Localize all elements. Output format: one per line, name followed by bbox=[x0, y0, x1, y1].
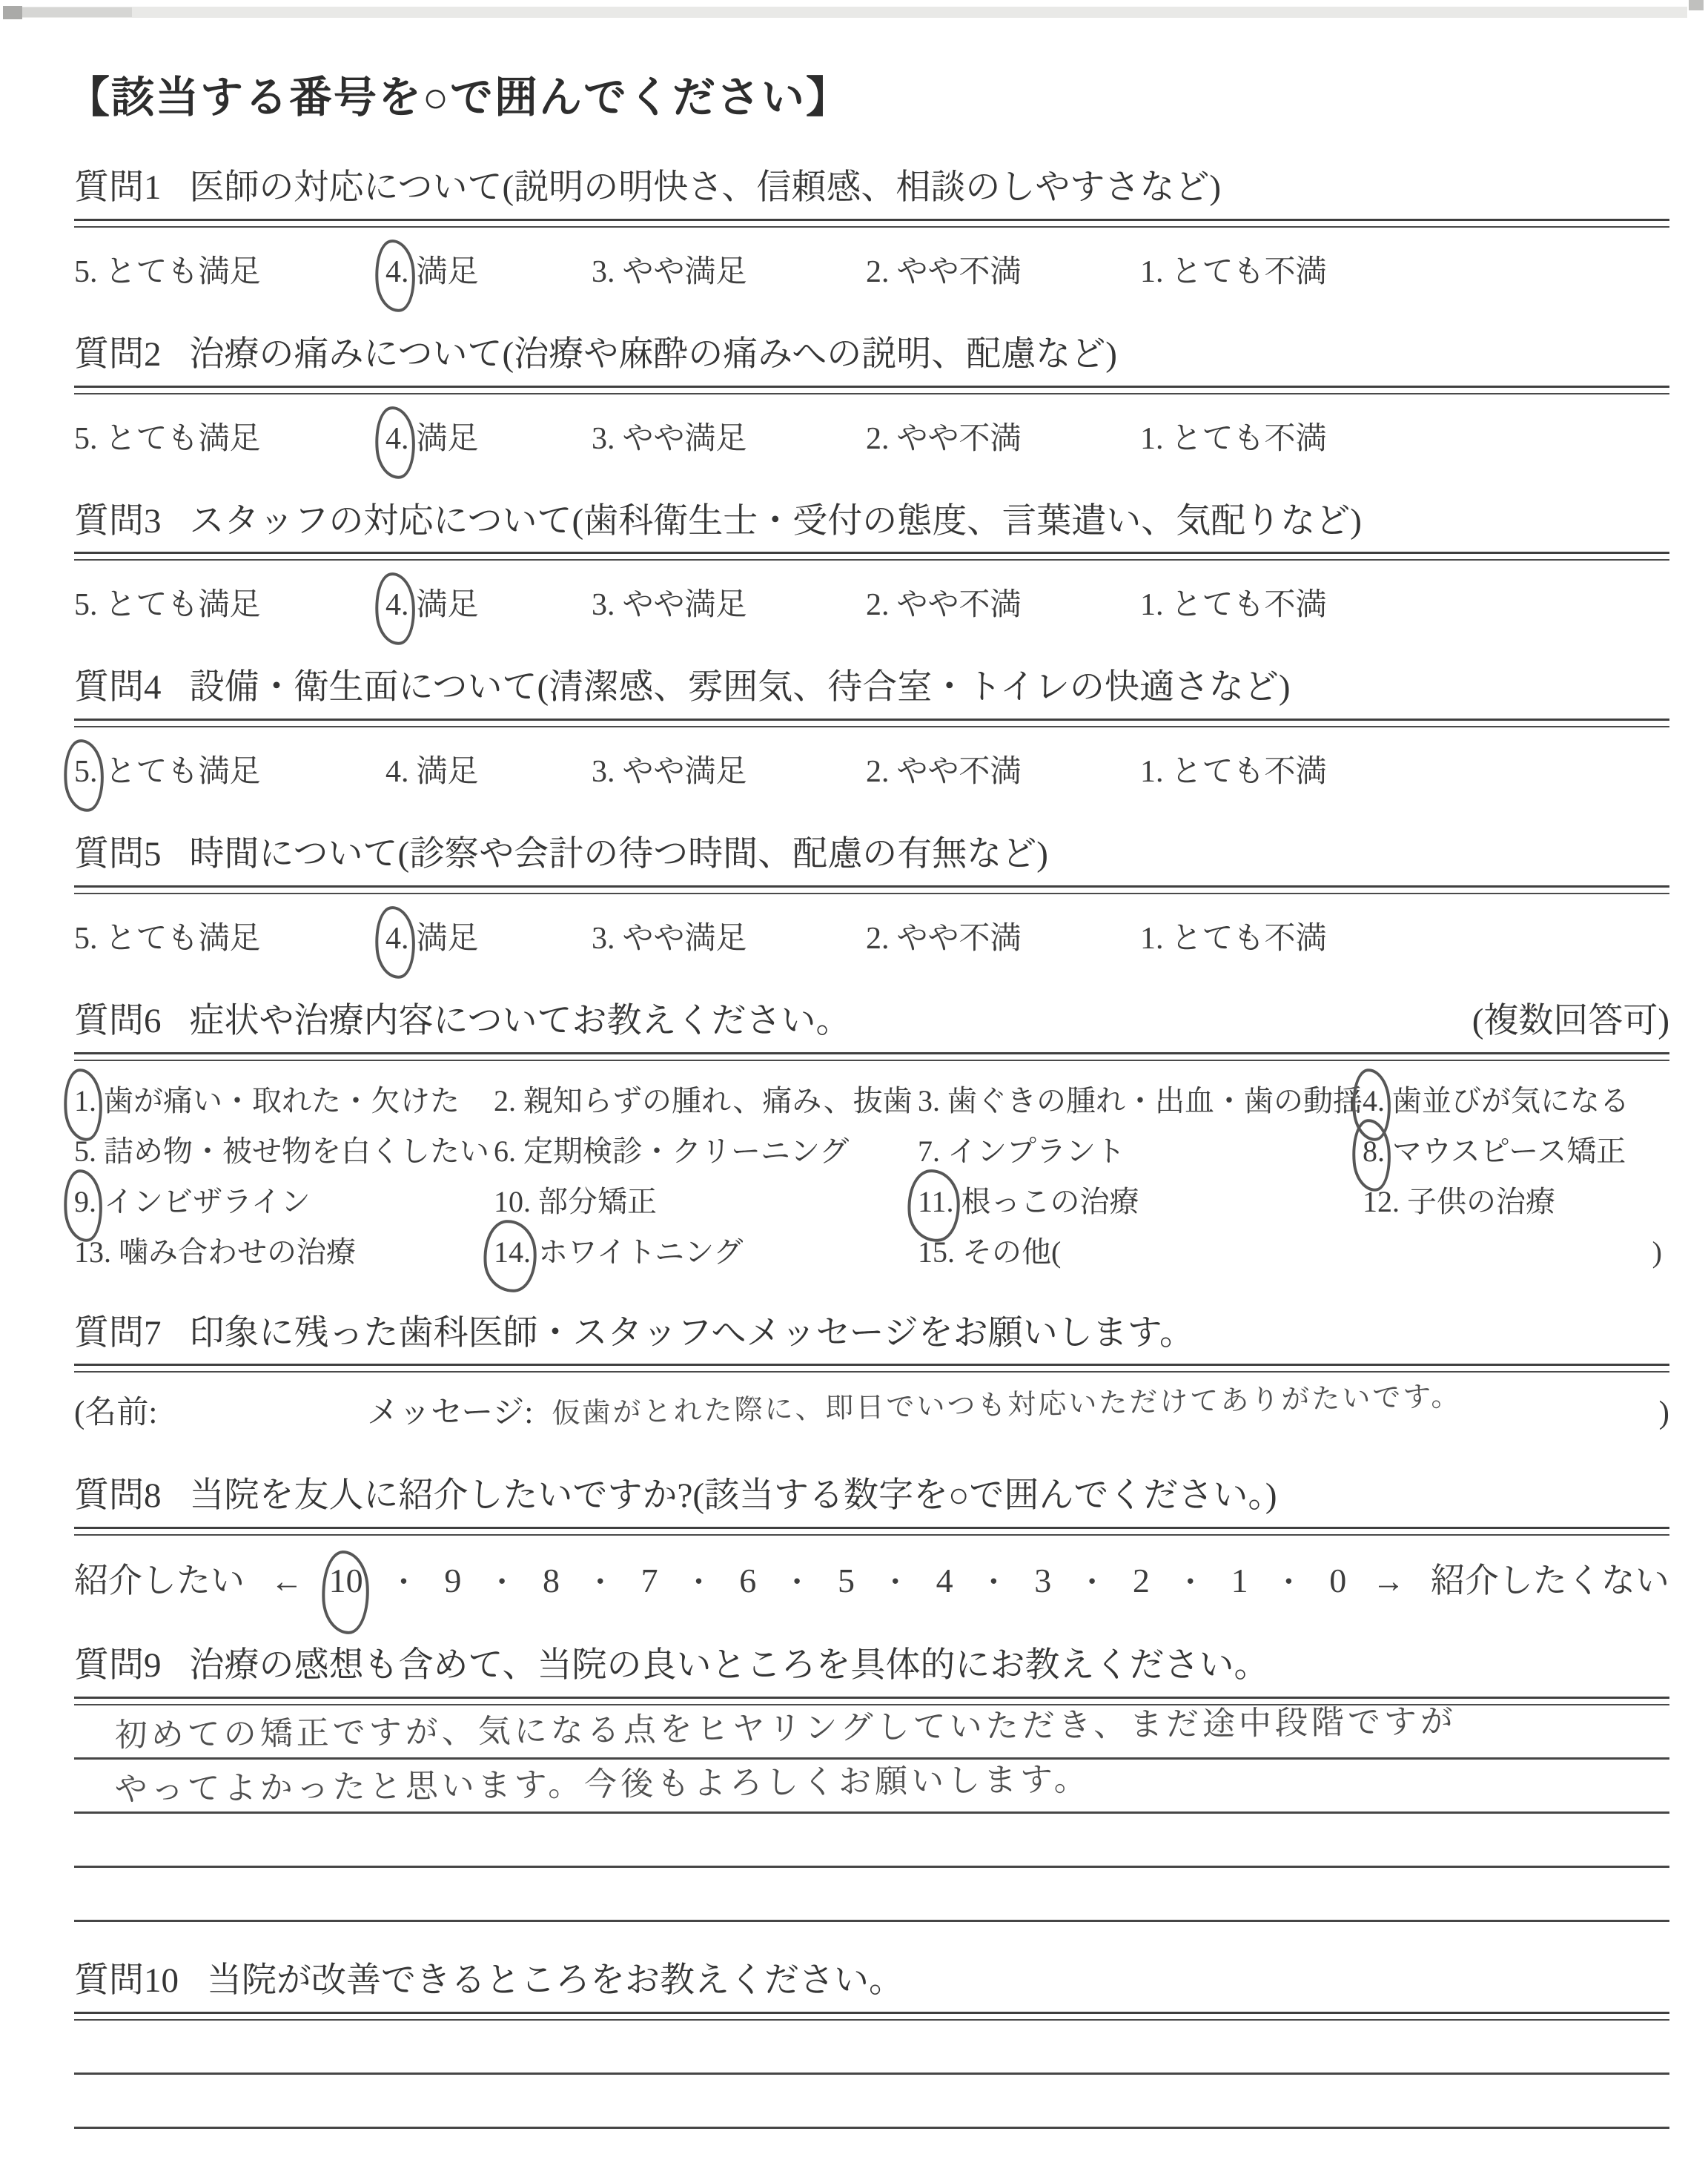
q4-option-1-label: とても不満 bbox=[1171, 755, 1327, 789]
q5-option-4-label: 満足 bbox=[416, 921, 479, 956]
q1-option-5-number: 5. bbox=[74, 254, 98, 289]
q8-score-0: 0 bbox=[1329, 1562, 1347, 1599]
q4-option-1-number: 1. bbox=[1140, 755, 1164, 789]
q4-option-2-number: 2. bbox=[866, 755, 890, 789]
q3-option-5-number: 5. bbox=[74, 588, 98, 623]
q9-writing-line-3 bbox=[74, 1814, 1669, 1868]
q5-option-4 bbox=[385, 914, 592, 958]
q2-option-2-label: やや不満 bbox=[896, 421, 1022, 456]
q6-item-15-number: 15. bbox=[918, 1235, 955, 1269]
q4-option-3-label: やや満足 bbox=[622, 755, 747, 789]
q1-option-5-label: とても満足 bbox=[105, 254, 261, 289]
question-9 bbox=[74, 1644, 1669, 1922]
q7-name-field-label: (名前: bbox=[74, 1396, 158, 1431]
q8-score-6: 6 bbox=[739, 1562, 757, 1599]
question-8-number: 質問8 bbox=[74, 1476, 162, 1516]
q6-item-15 bbox=[918, 1235, 1363, 1270]
q4-option-2-label: やや不満 bbox=[896, 755, 1022, 789]
question-5 bbox=[74, 833, 1669, 958]
q8-separator: ・ bbox=[585, 1565, 615, 1599]
q6-item-4 bbox=[1363, 1083, 1669, 1119]
q7-message-handwriting: 仮歯がとれた際に、即日でいつも対応いただけてありがたいです。 bbox=[552, 1379, 1463, 1430]
q8-left-arrow-icon: ← bbox=[270, 1563, 303, 1599]
q2-option-4-circle-mark: 4. bbox=[385, 421, 409, 456]
q4-option-5-label: とても満足 bbox=[105, 755, 261, 789]
question-3-number: 質問3 bbox=[74, 501, 162, 541]
question-1-number: 質問1 bbox=[74, 168, 162, 207]
question-6-items bbox=[74, 1083, 1669, 1270]
question-2-options bbox=[74, 414, 1669, 458]
q8-left-label: 紹介したい bbox=[74, 1562, 245, 1599]
question-8-scale bbox=[74, 1553, 1669, 1602]
question-1-text: 医師の対応について(説明の明快さ、信頼感、相談のしやすさなど) bbox=[189, 168, 1221, 207]
question-6-heading bbox=[74, 1000, 1669, 1043]
scan-artifact-band bbox=[21, 7, 1687, 18]
q1-option-4-label: 満足 bbox=[416, 254, 479, 289]
q2-option-1-number: 1. bbox=[1140, 421, 1164, 456]
q8-score-8: 8 bbox=[542, 1562, 560, 1599]
q6-item-9-circle-mark: 9. bbox=[74, 1184, 96, 1218]
q5-option-5-label: とても満足 bbox=[105, 921, 261, 956]
q6-item-1-circle-mark: 1. bbox=[74, 1083, 96, 1117]
q4-option-5 bbox=[74, 747, 385, 791]
q3-option-5 bbox=[74, 580, 385, 624]
question-5-options bbox=[74, 914, 1669, 958]
q6-item-6-label: 定期検診・クリーニング bbox=[523, 1134, 850, 1168]
q1-option-1-label: とても不満 bbox=[1171, 254, 1327, 289]
question-5-text: 時間について(診察や会計の待つ時間、配慮の有無など) bbox=[189, 835, 1048, 873]
q6-item-12 bbox=[1363, 1184, 1669, 1220]
q6-item-8-label: マウスピース矯正 bbox=[1392, 1134, 1626, 1168]
question-7-heading bbox=[74, 1312, 1669, 1355]
q9-writing-line-4 bbox=[74, 1868, 1669, 1922]
q6-item-8 bbox=[1363, 1134, 1669, 1169]
q2-option-2 bbox=[866, 414, 1140, 458]
q6-item-15-close-paren: ) bbox=[1652, 1235, 1662, 1269]
q3-option-4-label: 満足 bbox=[416, 588, 479, 623]
section-divider bbox=[74, 552, 1669, 561]
question-7-number: 質問7 bbox=[74, 1313, 162, 1353]
q8-score-7: 7 bbox=[640, 1562, 658, 1599]
q2-option-3 bbox=[592, 414, 866, 458]
q3-option-4-circle-mark: 4. bbox=[385, 588, 409, 623]
q5-option-5-number: 5. bbox=[74, 921, 98, 956]
question-7 bbox=[74, 1312, 1669, 1433]
question-3-heading bbox=[74, 500, 1669, 544]
q5-option-2-number: 2. bbox=[866, 921, 890, 956]
q10-writing-line-3 bbox=[74, 2129, 1669, 2160]
q8-score-4: 4 bbox=[936, 1562, 953, 1599]
q9-writing-line-2 bbox=[74, 1760, 1669, 1814]
q8-right-label: 紹介したくない bbox=[1430, 1562, 1669, 1599]
q6-item-15-label: その他( bbox=[962, 1235, 1062, 1269]
section-divider bbox=[74, 219, 1669, 228]
q6-item-2-label: 親知らずの腫れ、痛み、抜歯 bbox=[523, 1083, 913, 1117]
q4-option-5-circle-mark: 5. bbox=[74, 755, 98, 789]
question-10 bbox=[74, 1959, 1669, 2160]
question-2-text: 治療の痛みについて(治療や麻酔の痛みへの説明、配慮など) bbox=[189, 334, 1117, 374]
question-3 bbox=[74, 500, 1669, 625]
q6-item-12-number: 12. bbox=[1363, 1184, 1400, 1218]
q5-option-3-label: やや満足 bbox=[622, 921, 747, 956]
question-3-text: スタッフの対応について(歯科衛生士・受付の態度、言葉遣い、気配りなど) bbox=[189, 501, 1362, 541]
q6-item-14 bbox=[494, 1235, 918, 1270]
q6-item-7 bbox=[918, 1134, 1363, 1169]
q6-item-9 bbox=[74, 1184, 494, 1220]
q4-option-2 bbox=[866, 747, 1140, 791]
section-divider bbox=[74, 2012, 1669, 2021]
q8-separator: ・ bbox=[1077, 1565, 1108, 1599]
q5-option-1 bbox=[1140, 914, 1669, 958]
question-9-heading bbox=[74, 1644, 1669, 1688]
q1-option-3 bbox=[592, 247, 866, 291]
q2-option-5 bbox=[74, 414, 385, 458]
question-7-answer-row bbox=[74, 1379, 1669, 1433]
question-1 bbox=[74, 166, 1669, 291]
question-6 bbox=[74, 1000, 1669, 1270]
q6-item-5-label: 詰め物・被せ物を白くしたい bbox=[104, 1134, 489, 1168]
q8-separator: ・ bbox=[880, 1565, 910, 1599]
section-divider bbox=[74, 1527, 1669, 1536]
question-6-text: 症状や治療内容についてお教えください。 bbox=[189, 1001, 851, 1040]
q5-option-2-label: やや不満 bbox=[896, 921, 1022, 956]
q8-score-9: 9 bbox=[444, 1562, 462, 1599]
question-8-heading bbox=[74, 1474, 1669, 1518]
q6-item-11-circle-mark: 11. bbox=[918, 1184, 954, 1218]
q2-option-4-label: 満足 bbox=[416, 421, 479, 456]
question-10-text: 当院が改善できるところをお教えください。 bbox=[207, 1961, 904, 2000]
q3-option-1-number: 1. bbox=[1140, 588, 1164, 623]
q5-option-4-circle-mark: 4. bbox=[385, 921, 409, 956]
q1-option-3-number: 3. bbox=[592, 254, 615, 289]
q4-option-1 bbox=[1140, 747, 1669, 791]
question-1-options bbox=[74, 247, 1669, 291]
q7-close-paren: ) bbox=[1658, 1396, 1669, 1431]
q10-writing-line-2 bbox=[74, 2075, 1669, 2129]
q5-option-1-label: とても不満 bbox=[1171, 921, 1327, 956]
q3-option-3-label: やや満足 bbox=[622, 588, 747, 623]
question-2 bbox=[74, 333, 1669, 458]
q6-item-2-number: 2. bbox=[494, 1083, 516, 1117]
q9-handwriting-line-2: やってよかったと思います。今後もよろしくお願いします。 bbox=[114, 1760, 1090, 1809]
q3-option-2-number: 2. bbox=[866, 588, 890, 623]
scan-artifact-corner-left bbox=[3, 6, 22, 19]
q8-separator: ・ bbox=[487, 1565, 517, 1599]
q2-option-5-number: 5. bbox=[74, 421, 98, 456]
q1-option-2-label: やや不満 bbox=[896, 254, 1022, 289]
question-5-number: 質問5 bbox=[74, 835, 162, 873]
question-4-number: 質問4 bbox=[74, 668, 162, 707]
section-divider bbox=[74, 1364, 1669, 1373]
q1-option-5 bbox=[74, 247, 385, 291]
question-8-text: 当院を友人に紹介したいですか?(該当する数字を○で囲んでください。) bbox=[189, 1476, 1277, 1516]
q5-option-1-number: 1. bbox=[1140, 921, 1164, 956]
q8-score-2: 2 bbox=[1132, 1562, 1150, 1599]
question-5-heading bbox=[74, 833, 1669, 876]
q1-option-4-circle-mark: 4. bbox=[385, 254, 409, 289]
q5-option-3 bbox=[592, 914, 866, 958]
q4-option-4 bbox=[385, 747, 592, 791]
question-7-text: 印象に残った歯科医師・スタッフへメッセージをお願いします。 bbox=[189, 1313, 1194, 1353]
q6-item-14-label: ホワイトニング bbox=[538, 1235, 744, 1269]
q7-message-field-label: メッセージ: bbox=[367, 1396, 534, 1431]
q6-item-4-label: 歯並びが気になる bbox=[1392, 1083, 1629, 1117]
q6-item-1 bbox=[74, 1083, 494, 1119]
section-divider bbox=[74, 386, 1669, 394]
question-2-number: 質問2 bbox=[74, 334, 162, 374]
section-divider bbox=[74, 719, 1669, 727]
question-6-number: 質問6 bbox=[74, 1001, 162, 1040]
q6-item-10 bbox=[494, 1184, 918, 1220]
question-9-number: 質問9 bbox=[74, 1646, 162, 1685]
q2-option-3-label: やや満足 bbox=[622, 421, 747, 456]
q4-option-4-label: 満足 bbox=[416, 755, 479, 789]
q3-option-2 bbox=[866, 580, 1140, 624]
q4-option-4-number: 4. bbox=[385, 755, 409, 789]
q6-item-1-label: 歯が痛い・取れた・欠けた bbox=[104, 1083, 460, 1117]
q6-item-3-label: 歯ぐきの腫れ・出血・歯の動揺 bbox=[947, 1083, 1363, 1117]
q6-item-6-number: 6. bbox=[494, 1134, 516, 1168]
q6-item-10-label: 部分矯正 bbox=[538, 1184, 657, 1218]
q6-item-9-label: インビザライン bbox=[104, 1184, 311, 1218]
q2-option-1-label: とても不満 bbox=[1171, 421, 1327, 456]
q6-item-5-number: 5. bbox=[74, 1134, 96, 1168]
question-10-heading bbox=[74, 1959, 1669, 2003]
question-1-heading bbox=[74, 166, 1669, 210]
q6-item-7-label: インプラント bbox=[947, 1134, 1125, 1168]
q6-item-14-circle-mark: 14. bbox=[494, 1235, 531, 1269]
question-8 bbox=[74, 1474, 1669, 1602]
q5-option-3-number: 3. bbox=[592, 921, 615, 956]
q1-option-4 bbox=[385, 247, 592, 291]
q3-option-5-label: とても満足 bbox=[105, 588, 261, 623]
q2-option-5-label: とても満足 bbox=[105, 421, 261, 456]
q6-item-6 bbox=[494, 1134, 918, 1169]
question-10-number: 質問10 bbox=[74, 1961, 179, 2000]
q2-option-2-number: 2. bbox=[866, 421, 890, 456]
q6-item-2 bbox=[494, 1083, 918, 1119]
q8-separator: ・ bbox=[979, 1565, 1009, 1599]
q6-item-3-number: 3. bbox=[918, 1083, 940, 1117]
q2-option-1 bbox=[1140, 414, 1669, 458]
q6-item-12-label: 子供の治療 bbox=[1407, 1184, 1555, 1218]
section-divider bbox=[74, 885, 1669, 894]
question-4-text: 設備・衛生面について(清潔感、雰囲気、待合室・トイレの快適さなど) bbox=[189, 668, 1291, 707]
q3-option-2-label: やや不満 bbox=[896, 588, 1022, 623]
q6-item-7-number: 7. bbox=[918, 1134, 940, 1168]
q5-option-2 bbox=[866, 914, 1140, 958]
question-6-note: (複数回答可) bbox=[1472, 1001, 1669, 1040]
q6-item-4-circle-mark: 4. bbox=[1363, 1083, 1385, 1117]
question-2-heading bbox=[74, 333, 1669, 377]
q8-separator: ・ bbox=[388, 1565, 419, 1599]
q3-option-3 bbox=[592, 580, 866, 624]
q8-right-arrow-icon: → bbox=[1372, 1563, 1406, 1599]
q6-item-13-number: 13. bbox=[74, 1235, 111, 1269]
form-title: 【該当する番号を○で囲んでください】 bbox=[67, 73, 851, 122]
q9-handwriting-line-1: 初めての矯正ですが、気になる点をヒヤリングしていただき、まだ途中段階ですが bbox=[114, 1702, 1457, 1754]
section-divider bbox=[74, 1052, 1669, 1061]
q2-option-3-number: 3. bbox=[592, 421, 615, 456]
question-4-heading bbox=[74, 666, 1669, 710]
q8-separator: ・ bbox=[683, 1565, 714, 1599]
q4-option-3-number: 3. bbox=[592, 755, 615, 789]
question-3-options bbox=[74, 580, 1669, 624]
scan-artifact-corner-right bbox=[1689, 0, 1704, 10]
q8-score-10-circle-mark: 10 bbox=[328, 1562, 363, 1599]
q6-item-13 bbox=[74, 1235, 494, 1270]
q5-option-5 bbox=[74, 914, 385, 958]
q2-option-4 bbox=[385, 414, 592, 458]
q3-option-1 bbox=[1140, 580, 1669, 624]
q10-writing-line-1 bbox=[74, 2021, 1669, 2075]
q3-option-4 bbox=[385, 580, 592, 624]
q8-score-1: 1 bbox=[1231, 1562, 1248, 1599]
q6-item-11 bbox=[918, 1184, 1363, 1220]
scan-artifact-shadow bbox=[21, 7, 132, 17]
q3-option-1-label: とても不満 bbox=[1171, 588, 1327, 623]
question-4 bbox=[74, 666, 1669, 791]
q1-option-2 bbox=[866, 247, 1140, 291]
q6-item-11-label: 根っこの治療 bbox=[961, 1184, 1139, 1218]
q6-item-10-number: 10. bbox=[494, 1184, 531, 1218]
q1-option-2-number: 2. bbox=[866, 254, 890, 289]
q1-option-1 bbox=[1140, 247, 1669, 291]
q1-option-1-number: 1. bbox=[1140, 254, 1164, 289]
question-4-options bbox=[74, 747, 1669, 791]
q8-separator: ・ bbox=[1175, 1565, 1205, 1599]
q8-score-5: 5 bbox=[837, 1562, 855, 1599]
q6-item-13-label: 噛み合わせの治療 bbox=[119, 1235, 356, 1269]
q6-item-5 bbox=[74, 1134, 494, 1169]
q8-score-3: 3 bbox=[1034, 1562, 1052, 1599]
q9-writing-line-1 bbox=[74, 1702, 1669, 1760]
q8-separator: ・ bbox=[782, 1565, 812, 1599]
q6-item-3 bbox=[918, 1083, 1363, 1119]
question-9-text: 治療の感想も含めて、当院の良いところを具体的にお教えください。 bbox=[189, 1646, 1269, 1685]
q6-item-8-circle-mark: 8. bbox=[1363, 1134, 1385, 1168]
q4-option-3 bbox=[592, 747, 866, 791]
q1-option-3-label: やや満足 bbox=[622, 254, 747, 289]
q8-separator: ・ bbox=[1274, 1565, 1304, 1599]
q3-option-3-number: 3. bbox=[592, 588, 615, 623]
